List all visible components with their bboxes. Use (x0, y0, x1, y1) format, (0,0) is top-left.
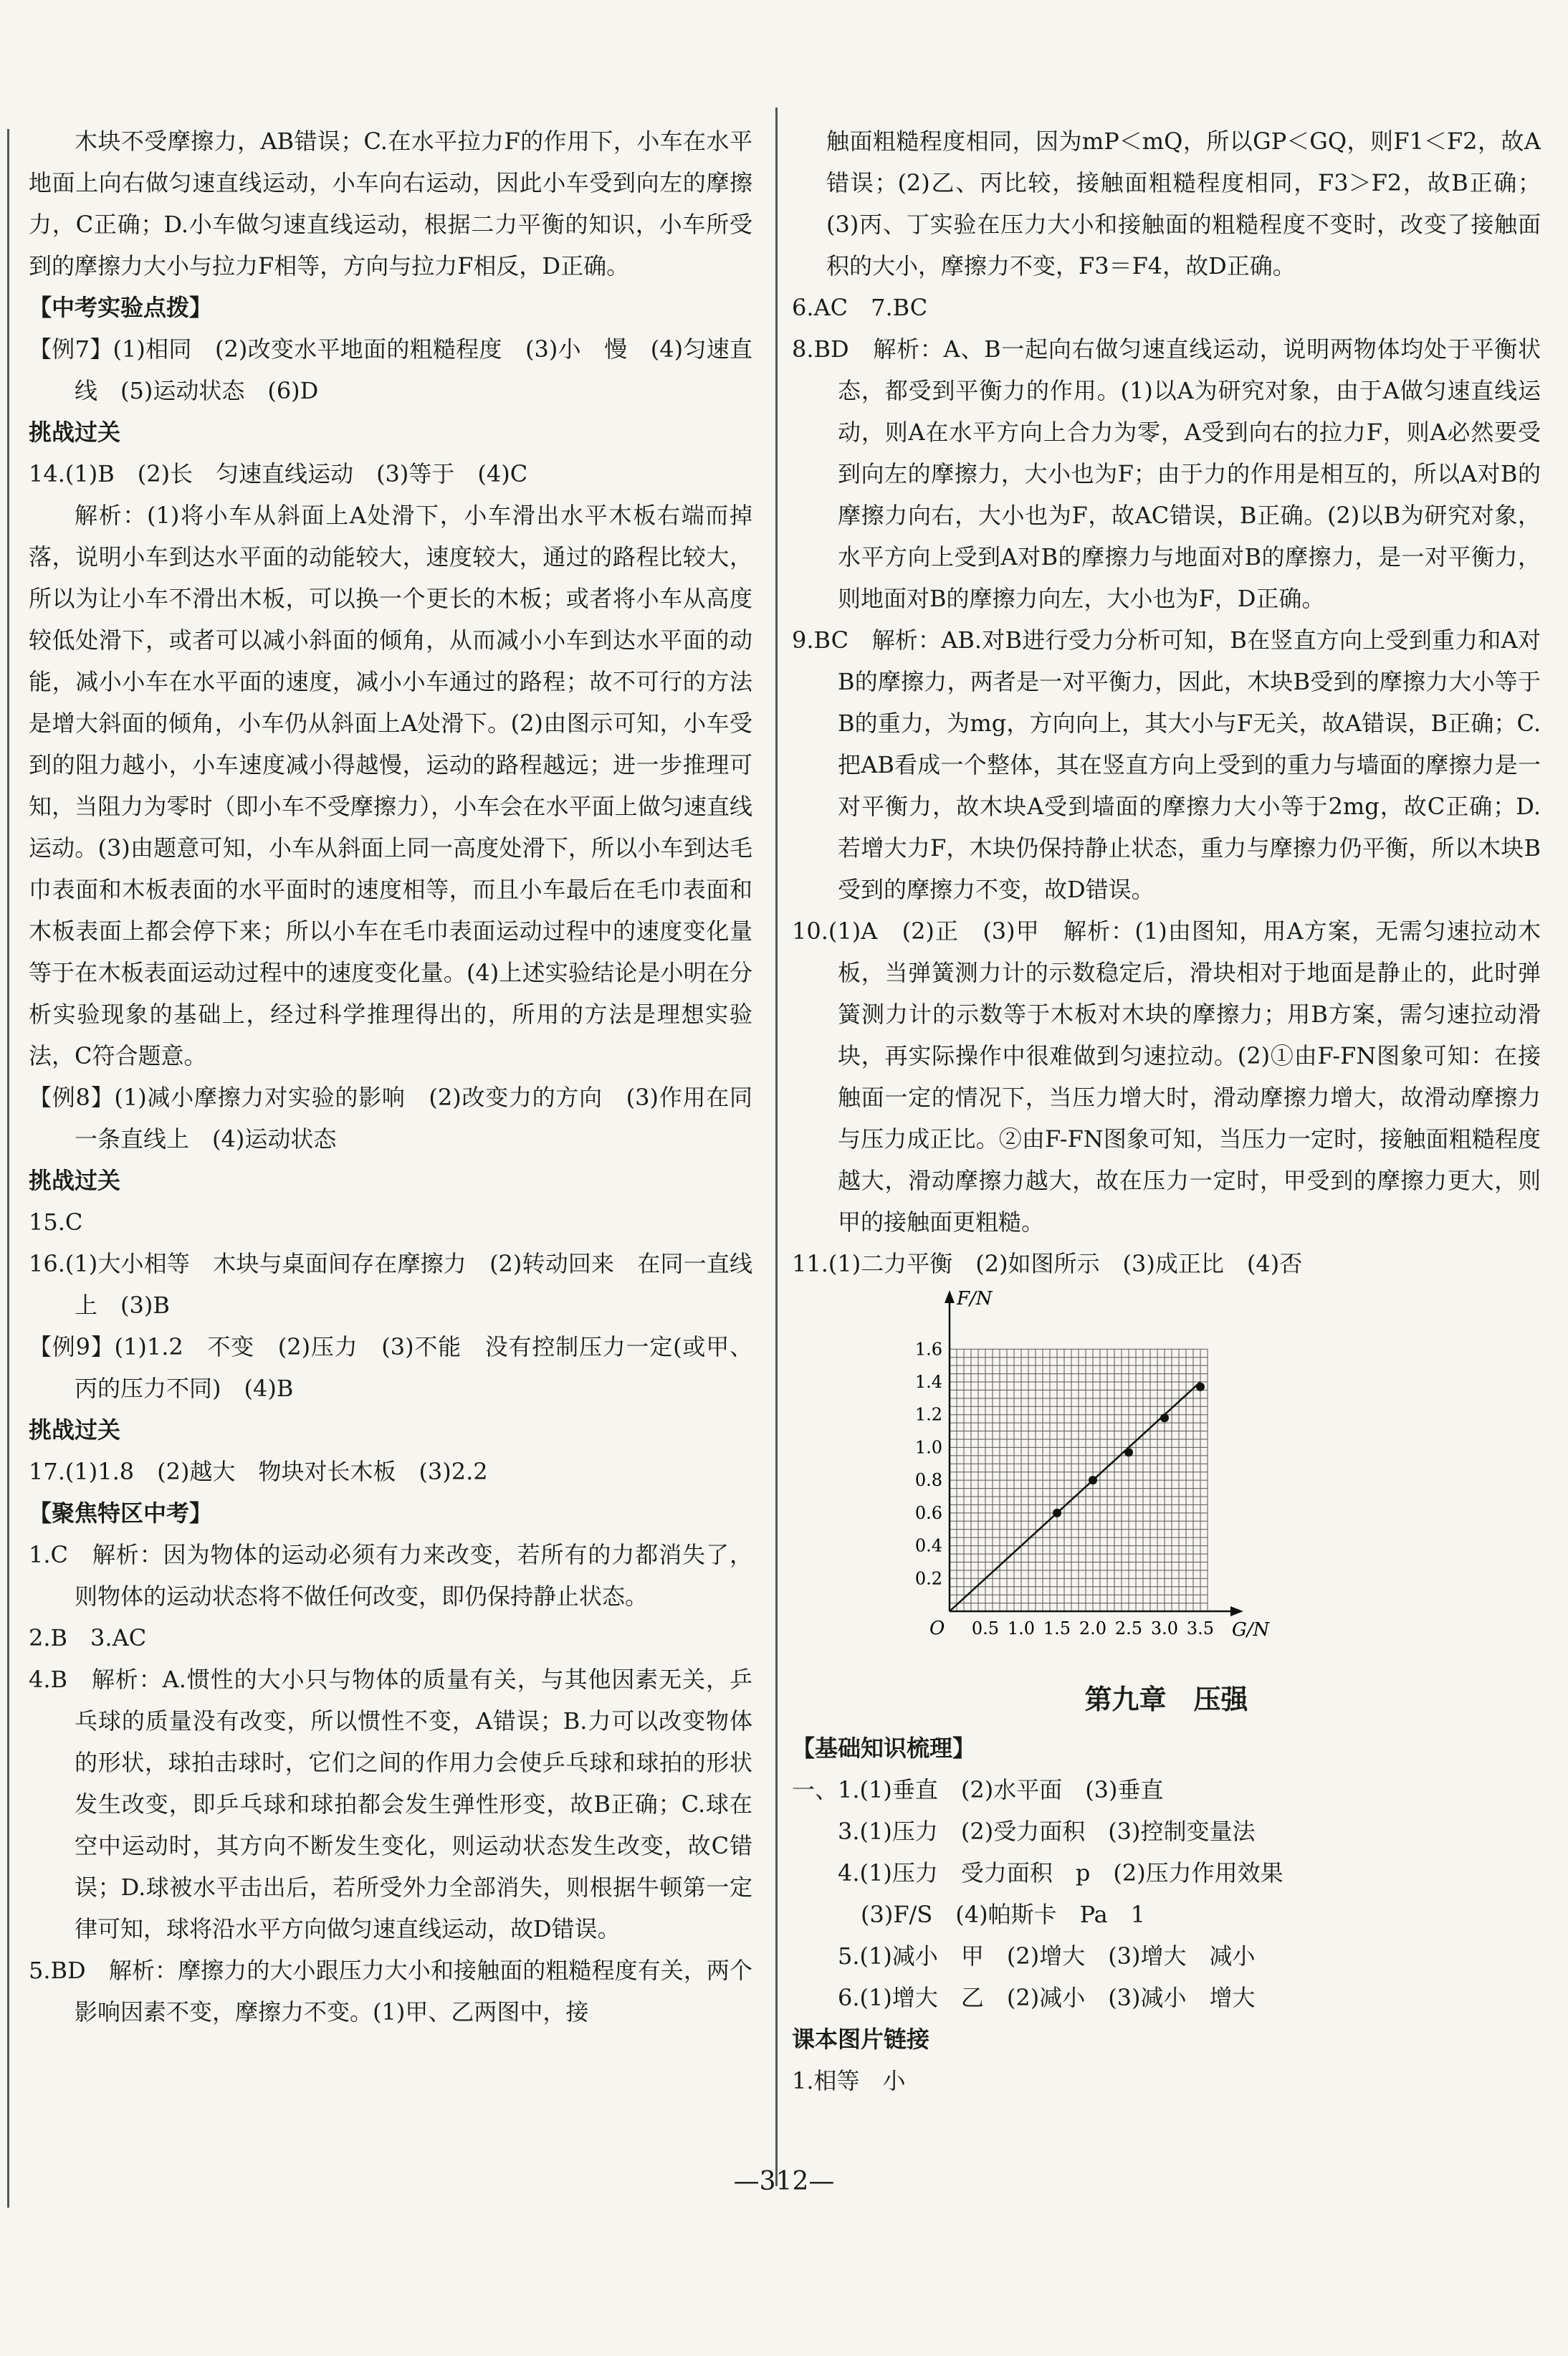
right-column-answers (792, 120, 1541, 1284)
section-heading: 挑战过关 (29, 1167, 121, 1194)
answer-paragraph: 16.(1)大小相等 木块与桌面间存在摩擦力 (2)转动回来 在同一直线上 (3)B (29, 1250, 752, 1319)
y-tick-label: 1.2 (914, 1404, 942, 1425)
x-tick-label: 2.0 (1079, 1618, 1107, 1639)
y-tick-label: 0.8 (914, 1470, 942, 1491)
y-tick-label: 0.4 (914, 1535, 942, 1556)
section-heading: 【基础知识梳理】 (792, 1735, 976, 1762)
answer-paragraph: 11.(1)二力平衡 (2)如图所示 (3)成正比 (4)否 (792, 1250, 1303, 1277)
answer-paragraph: 【例8】(1)减小摩擦力对实验的影响 (2)改变力的方向 (3)作用在同一条直线上 (4)运动状态 (29, 1084, 752, 1153)
answer-paragraph: 木块不受摩擦力，AB错误；C.在水平拉力F的作用下，小车在水平地面上向右做匀速直线运动，小车向右运动，因此小车受到向左的摩擦力，C正确；D.小车做匀速直线运动，根据二力平衡的知识，小车所受到的摩擦力大小与拉力F相等，方向与拉力F相反，D正确。 (29, 128, 752, 280)
left-column (29, 120, 752, 2033)
right-column (792, 120, 1541, 2102)
answer-paragraph: 15.C (29, 1208, 83, 1236)
answer-paragraph: 8.BD 解析：A、B一起向右做匀速直线运动，说明两物体均处于平衡状态，都受到平衡力的作用。(1)以A为研究对象，由于A做匀速直线运动，则A在水平方向上合力为零，A受到向右的拉力F，则A必然要受到向左的摩擦力，大小也为F；由于力的作用是相互的，所以A对B的摩擦力向右，大小也为F，故AC错误，B正确。(2)以B为研究对象，水平方向上受到A对B的摩擦力与地面对B的摩擦力，是一对平衡力，则地面对B的摩擦力向左，大小也为F，D正确。 (792, 335, 1541, 612)
answer-paragraph: 5.(1)减小 甲 (2)增大 (3)增大 减小 (838, 1942, 1256, 1970)
x-tick-label: 0.5 (971, 1618, 1000, 1639)
origin-label: O (929, 1618, 945, 1639)
page-number: —312— (733, 2167, 835, 2196)
answer-paragraph: 3.(1)压力 (2)受力面积 (3)控制变量法 (838, 1818, 1256, 1845)
answer-paragraph: 4.B 解析：A.惯性的大小只与物体的质量有关，与其他因素无关，乒乓球的质量没有改变，所以惯性不变，A错误；B.力可以改变物体的形状，球拍击球时，它们之间的作用力会使乒乓球和球拍的形状发生改变，即乒乓球和球拍都会发生弹性形变，故B正确；C.球在空中运动时，其方向不断发生变化，则运动状态发生改变，故C错误；D.球被水平击出后，若所受外力全部消失，则根据牛顿第一定律可知，球将沿水平方向做匀速直线运动，故D错误。 (29, 1666, 752, 1942)
answer-paragraph: 4.(1)压力 受力面积 p (2)压力作用效果 (838, 1859, 1283, 1887)
answer-paragraph: 解析：(1)将小车从斜面上A处滑下，小车滑出水平木板右端而掉落，说明小车到达水平面的动能较大，速度较大，通过的路程比较大，所以为让小车不滑出木板，可以换一个更长的木板；或者将小车从高度较低处滑下，或者可以减小斜面的倾角，从而减小小车到达水平面的动能，减小小车在水平面的速度，减小小车通过的路程；故不可行的方法是增大斜面的倾角，小车仍从斜面上A处滑下。(2)由图示可知，小车受到的阻力越小，小车速度减小得越慢，运动的路程越远；进一步推理可知，当阻力为零时（即小车不受摩擦力），小车会在水平面上做匀速直线运动。(3)由题意可知，小车从斜面上同一高度处滑下，所以小车到达毛巾表面和木板表面的水平面时的速度相等，而且小车最后在毛巾表面和木板表面上都会停下来；所以小车在毛巾表面运动过程中的速度变化量等于在木板表面运动过程中的速度变化量。(4)上述实验结论是小明在分析实验现象的基础上，经过科学推理得出的，所用的方法是理想实验法，C符合题意。 (29, 502, 752, 1069)
section-heading: 【聚焦特区中考】 (29, 1499, 213, 1527)
f-g-line-chart (899, 1289, 1272, 1669)
column-divider (775, 108, 778, 2186)
section-heading: 【中考实验点拨】 (29, 294, 213, 321)
answer-paragraph: 10.(1)A (2)正 (3)甲 解析：(1)由图知，用A方案，无需匀速拉动木板，当弹簧测力计的示数稳定后，滑块相对于地面是静止的，此时弹簧测力计的示数等于木板对木块的摩擦力；用B方案，需匀速拉动滑块，再实际操作中很难做到匀速拉动。(2)①由F-FN图象可知：在接触面一定的情况下，当压力增大时，滑动摩擦力增大，故滑动摩擦力与压力成正比。②由F-FN图象可知，当压力一定时，接触面粗糙程度越大，滑动摩擦力越大，故在压力一定时，甲受到的摩擦力更大，则甲的接触面更粗糙。 (792, 917, 1541, 1236)
chapter-nine-answers (792, 1727, 1541, 2102)
x-axis-arrow (1230, 1606, 1243, 1616)
section-heading: 课本图片链接 (792, 2026, 930, 2053)
y-axis-label: F/N (957, 1289, 993, 1310)
answer-paragraph: 一、1.(1)垂直 (2)水平面 (3)垂直 (792, 1776, 1164, 1803)
data-point (1124, 1448, 1133, 1456)
answer-paragraph: 1.C 解析：因为物体的运动必须有力来改变，若所有的力都消失了，则物体的运动状态将不做任何改变，即仍保持静止状态。 (29, 1541, 752, 1610)
answer-paragraph: 【例9】(1)1.2 不变 (2)压力 (3)不能 没有控制压力一定(或甲、丙的压力不同) (4)B (29, 1333, 752, 1402)
answer-paragraph: 17.(1)1.8 (2)越大 物块对长木板 (3)2.2 (29, 1458, 488, 1485)
x-tick-label: 3.0 (1150, 1618, 1179, 1639)
y-tick-label: 1.6 (914, 1339, 942, 1360)
answer-paragraph: 6.(1)增大 乙 (2)减小 (3)减小 增大 (838, 1984, 1256, 2011)
answer-paragraph: 9.BC 解析：AB.对B进行受力分析可知，B在竖直方向上受到重力和A对B的摩擦力，两者是一对平衡力，因此，木块B受到的摩擦力大小等于B的重力，为mg，方向向上，其大小与F无关，故A错误，B正确；C.把AB看成一个整体，其在竖直方向上受到的重力与墙面的摩擦力是一对平衡力，故木块A受到墙面的摩擦力大小等于2mg，故C正确；D.若增大力F，木块仍保持静止状态，重力与摩擦力仍平衡，所以木块B受到的摩擦力不变，故D错误。 (792, 626, 1541, 903)
x-tick-label: 2.5 (1114, 1618, 1143, 1639)
answer-paragraph: 触面粗糙程度相同，因为mP＜mQ，所以GP＜GQ，则F1＜F2，故A错误；(2)乙、丙比较，接触面粗糙程度相同，F3＞F2，故B正确；(3)丙、丁实验在压力大小和接触面的粗糙程度不变时，改变了接触面积的大小，摩擦力不变，F3＝F4，故D正确。 (826, 128, 1541, 280)
answer-paragraph: 5.BD 解析：摩擦力的大小跟压力大小和接触面的粗糙程度有关，两个影响因素不变，摩擦力不变。(1)甲、乙两图中，接 (29, 1957, 752, 2026)
answer-paragraph: 6.AC 7.BC (792, 294, 928, 321)
y-tick-label: 1.0 (914, 1437, 942, 1458)
answer-paragraph: (3)F/S (4)帕斯卡 Pa 1 (838, 1901, 1146, 1928)
answer-paragraph: 1.相等 小 (792, 2067, 906, 2094)
y-tick-label: 0.2 (914, 1568, 942, 1589)
answer-paragraph: 【例7】(1)相同 (2)改变水平地面的粗糙程度 (3)小 慢 (4)匀速直线 (5)运动状态 (6)D (29, 335, 752, 404)
left-margin-rule (7, 129, 9, 2208)
y-axis-arrow (945, 1290, 955, 1303)
chart-svg (899, 1289, 1272, 1669)
x-tick-label: 1.5 (1043, 1618, 1071, 1639)
data-point (1160, 1413, 1169, 1422)
y-tick-label: 0.6 (914, 1502, 942, 1523)
x-tick-label: 1.0 (1007, 1618, 1036, 1639)
x-axis-label: G/N (1232, 1619, 1270, 1641)
x-tick-label: 3.5 (1186, 1618, 1215, 1639)
answer-paragraph: 2.B 3.AC (29, 1624, 147, 1651)
data-point (1089, 1476, 1097, 1484)
section-heading: 挑战过关 (29, 419, 121, 446)
data-point (1196, 1383, 1205, 1391)
chapter-title: 第九章 压强 (1084, 1684, 1248, 1715)
y-tick-label: 1.4 (914, 1372, 942, 1392)
section-heading: 挑战过关 (29, 1416, 121, 1444)
data-point (1053, 1509, 1061, 1517)
answer-paragraph: 14.(1)B (2)长 匀速直线运动 (3)等于 (4)C (29, 460, 528, 487)
